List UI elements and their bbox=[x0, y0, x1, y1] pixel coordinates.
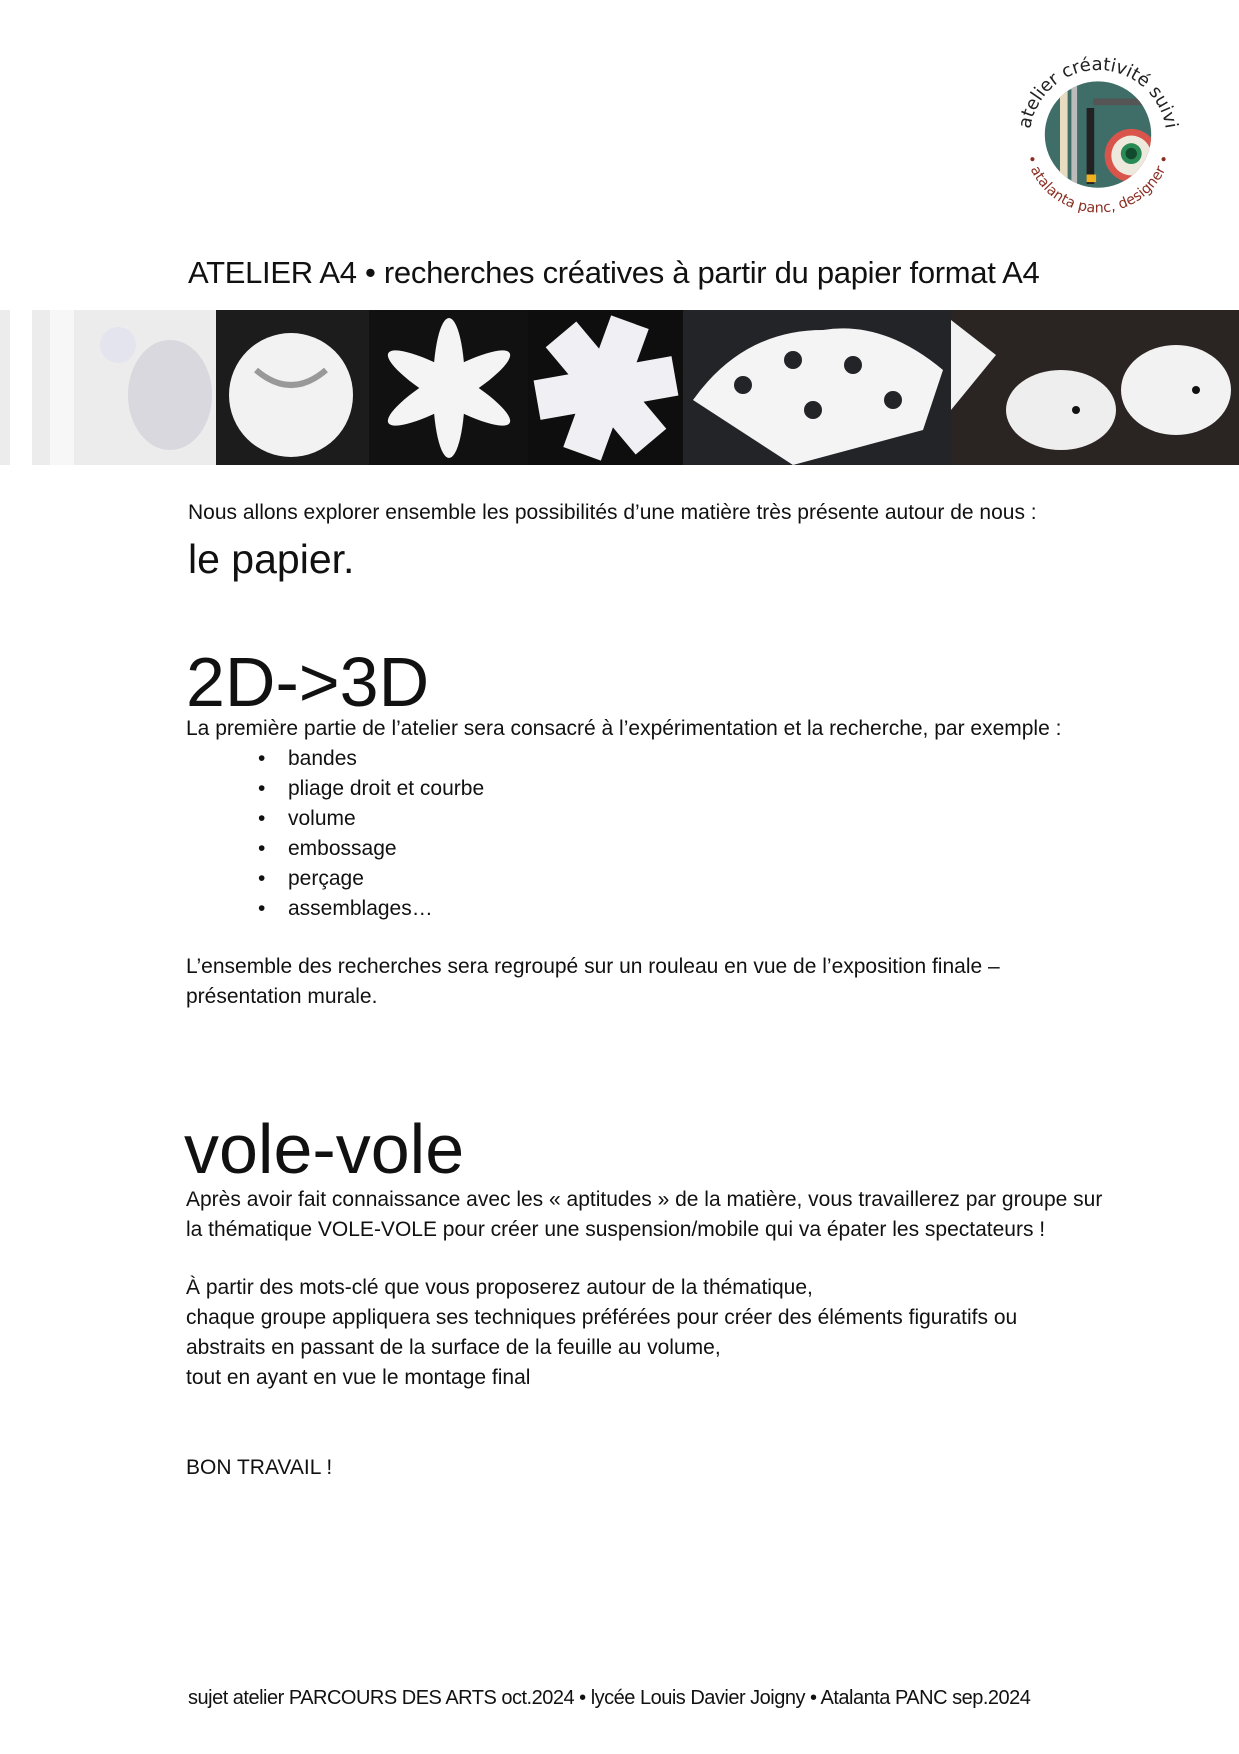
bullet: • bbox=[258, 807, 266, 830]
list-item bbox=[258, 774, 484, 804]
list-item-label: bandes bbox=[288, 747, 357, 770]
section-heading-2d-3d: 2D->3D bbox=[186, 643, 430, 721]
atelier-logo bbox=[1003, 32, 1193, 222]
signoff: BON TRAVAIL ! bbox=[186, 1456, 333, 1479]
page-title: ATELIER A4 • recherches créatives à partir du papier format A4 bbox=[188, 255, 1040, 290]
photo-paper-ribbon-flower bbox=[528, 310, 683, 465]
list-item-label: assemblages… bbox=[288, 897, 433, 920]
bullet: • bbox=[258, 867, 266, 890]
text-line: abstraits en passant de la surface de la feuille au volume, bbox=[186, 1336, 721, 1359]
text-line: la thématique VOLE-VOLE pour créer une suspension/mobile qui va épater les spectateurs ! bbox=[186, 1218, 1046, 1241]
technique-list bbox=[258, 744, 484, 924]
section1-paragraph: La première partie de l’atelier sera consacré à l’expérimentation et la recherche, par exemple : bbox=[186, 717, 1062, 740]
photo-paper-cut-tree bbox=[683, 310, 951, 465]
intro-text: Nous allons explorer ensemble les possibilités d’une matière très présente autour de nous : bbox=[188, 501, 1037, 524]
text-line: chaque groupe appliquera ses techniques préférées pour créer des éléments figuratifs ou bbox=[186, 1306, 1018, 1329]
photo-paper-fish-mobile bbox=[951, 310, 1239, 465]
photo-paper-strips bbox=[0, 310, 216, 465]
bullet: • bbox=[258, 837, 266, 860]
list-item bbox=[258, 804, 484, 834]
bullet: • bbox=[258, 747, 266, 770]
text-line: Après avoir fait connaissance avec les « aptitudes » de la matière, vous travaillerez par groupe sur bbox=[186, 1188, 1103, 1211]
svg-text:atelier créativité suivi: atelier créativité suivi bbox=[1014, 53, 1182, 131]
list-item-label: perçage bbox=[288, 867, 364, 890]
section1-closing bbox=[186, 952, 1000, 1012]
intro-emphasis: le papier. bbox=[188, 536, 355, 582]
list-item bbox=[258, 744, 484, 774]
photo-paper-star bbox=[369, 310, 528, 465]
section2-paragraph-2 bbox=[186, 1273, 1017, 1393]
text-line: L’ensemble des recherches sera regroupé sur un rouleau en vue de l’exposition finale – bbox=[186, 955, 1000, 978]
text-line: À partir des mots-clé que vous proposerez autour de la thématique, bbox=[186, 1276, 813, 1299]
list-item bbox=[258, 894, 484, 924]
bullet: • bbox=[258, 897, 266, 920]
photo-paper-sphere bbox=[216, 310, 369, 465]
list-item-label: embossage bbox=[288, 837, 397, 860]
footer: sujet atelier PARCOURS DES ARTS oct.2024 • lycée Louis Davier Joigny • Atalanta PANC sep.2024 bbox=[188, 1687, 1031, 1709]
list-item-label: volume bbox=[288, 807, 356, 830]
list-item bbox=[258, 834, 484, 864]
svg-text:• atalanta panc, designer •: • atalanta panc, designer • bbox=[1022, 153, 1174, 217]
list-item-label: pliage droit et courbe bbox=[288, 777, 485, 800]
section2-paragraph bbox=[186, 1185, 1102, 1245]
list-item bbox=[258, 864, 484, 894]
text-line: tout en ayant en vue le montage final bbox=[186, 1366, 531, 1389]
bullet: • bbox=[258, 777, 266, 800]
section-heading-vole-vole: vole-vole bbox=[184, 1110, 465, 1188]
photo-strip bbox=[0, 310, 1239, 465]
text-line: présentation murale. bbox=[186, 985, 378, 1008]
